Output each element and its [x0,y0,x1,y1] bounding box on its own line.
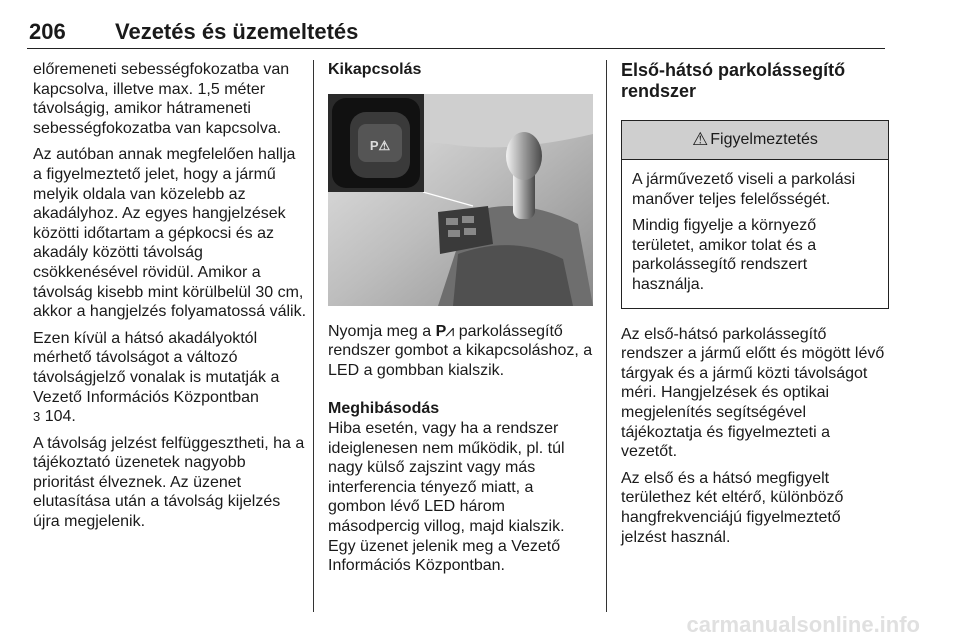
watermark: carmanualsonline.info [686,612,920,637]
section-heading-deactivation: Kikapcsolás [328,61,422,78]
paragraph-text: parkolássegítő rendszer gombot a kikapcsoláshoz, a LED a gombban kialszik. [328,322,593,379]
column-right [621,60,889,554]
paragraph: Az autóban annak megfelelően hallja a figyelmeztető jelet, hogy a jármű melyik oldala van közelebb az akadályhoz. Az egyes hangjelzések közötti időtartam a gépkocsi és az akadály közötti távolság csökkenésével rövidül. Amikor a távolság kisebb mint körülbelül 30 cm, akkor a hangjelzés folyamatossá válik. [33,146,307,321]
page-header [27,8,885,49]
column-middle [328,60,593,583]
warning-triangle-icon: ⚠ [692,129,709,150]
column-left [33,60,308,539]
park-assist-symbol-icon: P [435,322,446,340]
page-number: 206 [29,19,66,44]
paragraph [33,329,308,427]
column-divider [313,60,314,612]
warning-header [622,121,888,160]
warning-body [622,160,888,308]
paragraph: Mindig figyelje a környező területet, amikor tolat és a parkolássegítő rendszert használja. [632,217,817,293]
paragraph: Az első-hátsó parkolássegítő rendszer a jármű előtt és mögött lévő tárgyak és a jármű közti távolságot méri. Hangjelzések és optikai megjelenítés segítségével tájékoztatja és figyelmezteti a vezetőt. [621,325,885,461]
paragraph: Az első és a hátsó megfigyelt területhez két eltérő, különböző hangfrekvenciájú figyelmeztető jelzést használ. [621,469,844,546]
column-divider [606,60,607,612]
warning-box [621,120,889,309]
section-heading-fault: Meghibásodás [328,400,440,418]
paragraph [328,322,593,381]
paragraph-text: Nyomja meg a [328,322,436,340]
park-assist-symbol-icon: ⩘ [445,322,455,340]
gear-lever-photo [328,94,593,306]
gear-lever-illustration [328,94,593,306]
paragraph: előremeneti sebességfokozatba van kapcsolva, illetve max. 1,5 méter távolságig, amikor hátrameneti sebességfokozatba van kapcsolva. [33,61,290,137]
page-ref-arrow-icon: 3 [33,409,41,425]
park-assist-button-icon: P⚠ [369,137,391,153]
paragraph: A távolság jelzést felfüggesztheti, ha a tájékoztató üzenetek nagyobb prioritást élveznek. Az üzenet elutasítása után a távolság kijelzés újra megjelenik. [33,434,305,531]
paragraph: A járművezető viseli a parkolási manőver teljes felelősségét. [632,171,856,208]
chapter-title: Vezetés és üzemeltetés [115,19,359,44]
paragraph: Hiba esetén, vagy ha a rendszer ideiglenesen nem működik, pl. túl nagy külső zajszint vagy más interferencia tényező miatt, a gombon lévő LED három másodpercig villog, majd kialszik. Egy üzenet jelenik meg a Vezető Információs Központban. [328,419,565,575]
paragraph-text: Ezen kívül a hátsó akadályoktól mérhető távolságot a változó távolságjelző vonalak is mutatják a Vezető Információs Központban [33,329,280,406]
page-ref-link[interactable]: 104. [44,408,76,426]
section-heading-front-rear-park-assist: Első-hátsó parkolássegítő rendszer [621,60,846,101]
warning-title: Figyelmeztetés [710,131,818,149]
